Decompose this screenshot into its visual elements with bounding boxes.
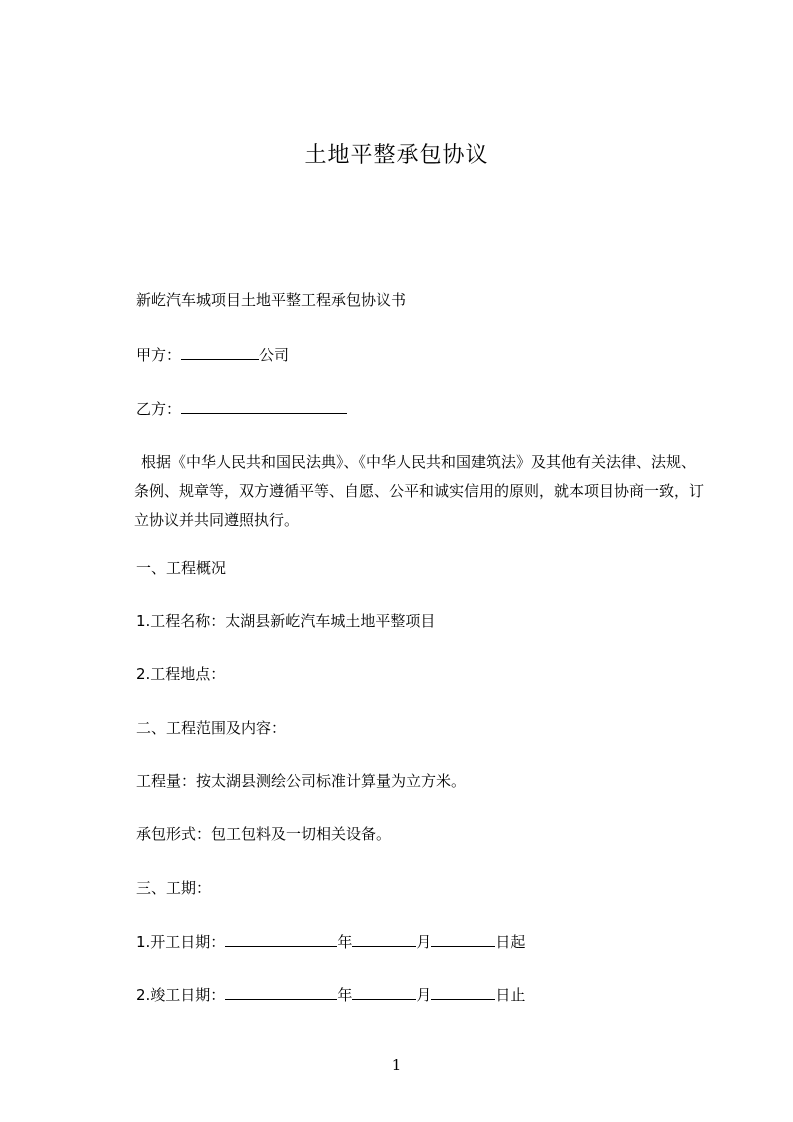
project-location-line: 2.工程地点：	[136, 665, 226, 683]
start-date-label: 1.开工日期：	[136, 933, 226, 951]
start-day-label: 日起	[495, 933, 526, 951]
party-a-label: 甲方：	[136, 346, 182, 364]
scope-form-line: 承包形式：包工包料及一切相关设备。	[136, 825, 392, 843]
party-a-line	[136, 344, 289, 365]
party-a-blank	[181, 344, 259, 360]
document-subtitle: 新屹汽车城项目土地平整工程承包协议书	[136, 291, 407, 309]
document-title: 土地平整承包协议	[304, 143, 489, 168]
end-year-label: 年	[337, 986, 353, 1004]
end-month-blank	[352, 984, 416, 1000]
end-day-label: 日止	[495, 986, 526, 1004]
section-2-heading: 二、工程范围及内容：	[136, 719, 287, 737]
start-day-blank	[431, 931, 495, 947]
section-1-heading: 一、工程概况	[136, 559, 227, 577]
end-year-blank	[225, 984, 337, 1000]
party-a-suffix: 公司	[259, 346, 290, 364]
end-date-line	[136, 984, 525, 1005]
party-b-blank	[181, 398, 347, 414]
preamble-paragraph: 根据《中华人民共和国民法典》、《中华人民共和国建筑法》及其他有关法律、法规、条例、规章等，双方遵循平等、自愿、公平和诚实信用的原则，就本项目协商一致，订立协议并共同遵照执行。	[134, 453, 705, 529]
start-year-label: 年	[337, 933, 353, 951]
scope-volume-line: 工程量：按太湖县测绘公司标准计算量为立方米。	[136, 772, 467, 790]
page-number: 1	[391, 1056, 402, 1074]
start-month-label: 月	[416, 933, 432, 951]
project-name-line: 1.工程名称：太湖县新屹汽车城土地平整项目	[136, 612, 436, 630]
end-month-label: 月	[416, 986, 432, 1004]
start-month-blank	[352, 931, 416, 947]
party-b-line	[136, 398, 347, 419]
section-3-heading: 三、工期：	[136, 879, 212, 897]
start-date-line	[136, 931, 525, 952]
end-date-label: 2.竣工日期：	[136, 986, 226, 1004]
party-b-label: 乙方：	[136, 400, 182, 418]
start-year-blank	[225, 931, 337, 947]
end-day-blank	[431, 984, 495, 1000]
